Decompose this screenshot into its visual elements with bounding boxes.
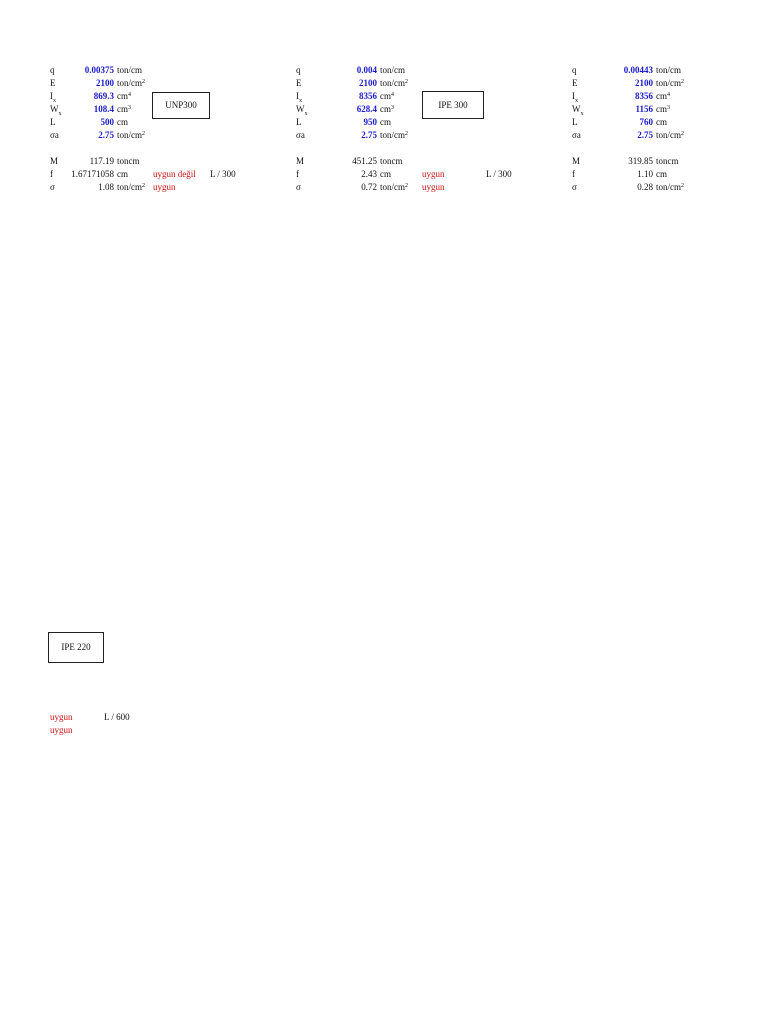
- value-q: 0.00375: [84, 65, 114, 75]
- row-M: [572, 155, 752, 168]
- value-I: 8356: [635, 91, 653, 101]
- value-sigma-a: 2.75: [98, 130, 114, 140]
- row-E: [296, 77, 526, 90]
- symbol: M: [50, 156, 59, 166]
- unit: ton/$cm^2$: [656, 78, 684, 88]
- unit: ton/$cm^2$: [656, 130, 684, 140]
- value-f: 1.67171058: [71, 169, 114, 179]
- symbol: σa: [50, 130, 59, 140]
- unit: ton/$cm^2$: [117, 130, 145, 140]
- row-q: [296, 64, 526, 77]
- section-label-box-lower: IPE 220: [48, 632, 104, 663]
- unit: $cm^4$: [380, 91, 394, 101]
- symbol: σa: [572, 130, 581, 140]
- unit: toncm: [380, 156, 403, 166]
- value-L: 950: [363, 117, 377, 127]
- value-f: 2.43: [361, 169, 377, 179]
- value-sigma-a: 2.75: [361, 130, 377, 140]
- value-W: 628.4: [356, 104, 377, 114]
- unit: cm: [380, 169, 391, 179]
- value-L: 760: [639, 117, 653, 127]
- row-W: [296, 103, 526, 116]
- unit: ton/$cm^2$: [117, 78, 145, 88]
- row-E: [572, 77, 752, 90]
- unit: cm: [117, 169, 128, 179]
- row-f: [296, 168, 526, 181]
- value-E: 2100: [96, 78, 114, 88]
- section-label-box: IPE 300: [422, 91, 484, 119]
- value-M: 451.25: [352, 156, 377, 166]
- value-sigma: 0.28: [637, 182, 653, 192]
- value-M: 319.85: [628, 156, 653, 166]
- row-q: [50, 64, 280, 77]
- value-f: 1.10: [637, 169, 653, 179]
- row-f: [572, 168, 752, 181]
- row-M: [50, 155, 280, 168]
- value-E: 2100: [635, 78, 653, 88]
- row-sigma-a: [572, 129, 752, 142]
- row-L: [296, 116, 526, 129]
- symbol: L: [296, 117, 302, 127]
- value-q: 0.00443: [623, 65, 653, 75]
- symbol: E: [50, 78, 56, 88]
- symbol: $W_x$: [296, 104, 308, 117]
- unit: ton/$cm^2$: [380, 182, 408, 192]
- status-deflection-lower: uygun: [50, 712, 73, 722]
- symbol: L: [572, 117, 578, 127]
- symbol: E: [296, 78, 302, 88]
- unit: ton/$cm^2$: [656, 182, 684, 192]
- symbol: q: [296, 65, 301, 75]
- row-q: [572, 64, 752, 77]
- unit: ton/$cm^2$: [380, 130, 408, 140]
- row-M: [296, 155, 526, 168]
- unit: $cm^3$: [656, 104, 670, 114]
- row-I: [572, 90, 752, 103]
- deflection-limit: L / 300: [486, 169, 512, 179]
- row-W: [572, 103, 752, 116]
- value-M: 117.19: [89, 156, 114, 166]
- row-sigma: [50, 181, 280, 194]
- deflection-limit: L / 300: [210, 169, 236, 179]
- status-stress: uygun: [153, 182, 176, 192]
- symbol: $W_x$: [572, 104, 584, 117]
- value-L: 500: [100, 117, 114, 127]
- status-deflection: uygun: [422, 169, 445, 179]
- unit: $cm^4$: [117, 91, 131, 101]
- value-q: 0.004: [356, 65, 377, 75]
- unit: ton/$cm^2$: [380, 78, 408, 88]
- symbol: M: [296, 156, 305, 166]
- symbol: $I_x$: [296, 91, 302, 104]
- unit: cm: [656, 169, 667, 179]
- row-sigma: [296, 181, 526, 194]
- symbol: q: [50, 65, 55, 75]
- symbol: $I_x$: [572, 91, 578, 104]
- unit: ton/cm: [656, 65, 681, 75]
- row-I: [296, 90, 526, 103]
- unit: ton/$cm^2$: [117, 182, 145, 192]
- value-sigma: 1.08: [98, 182, 114, 192]
- symbol: f: [296, 169, 299, 179]
- symbol: E: [572, 78, 578, 88]
- symbol: q: [572, 65, 577, 75]
- unit: toncm: [656, 156, 679, 166]
- symbol: σ: [50, 182, 55, 192]
- row-E: [50, 77, 280, 90]
- unit: $cm^3$: [380, 104, 394, 114]
- value-E: 2100: [359, 78, 377, 88]
- symbol: f: [572, 169, 575, 179]
- unit: toncm: [117, 156, 140, 166]
- unit: $cm^3$: [117, 104, 131, 114]
- unit: cm: [656, 117, 667, 127]
- section-label-box: UNP300: [152, 92, 210, 119]
- status-deflection: uygun değil: [153, 169, 196, 179]
- symbol: σ: [572, 182, 577, 192]
- value-I: 869.3: [93, 91, 114, 101]
- status-stress: uygun: [422, 182, 445, 192]
- deflection-limit-lower: L / 600: [104, 712, 130, 722]
- symbol: $I_x$: [50, 91, 56, 104]
- row-sigma-a: [50, 129, 280, 142]
- unit: cm: [380, 117, 391, 127]
- symbol: σa: [296, 130, 305, 140]
- value-sigma: 0.72: [361, 182, 377, 192]
- row-f: [50, 168, 280, 181]
- status-stress-lower: uygun: [50, 725, 73, 735]
- unit: ton/cm: [117, 65, 142, 75]
- row-sigma: [572, 181, 752, 194]
- symbol: $W_x$: [50, 104, 62, 117]
- symbol: σ: [296, 182, 301, 192]
- value-sigma-a: 2.75: [637, 130, 653, 140]
- row-L: [572, 116, 752, 129]
- symbol: L: [50, 117, 56, 127]
- unit: ton/cm: [380, 65, 405, 75]
- symbol: f: [50, 169, 53, 179]
- value-W: 108.4: [93, 104, 114, 114]
- value-W: 1156: [635, 104, 653, 114]
- row-sigma-a: [296, 129, 526, 142]
- unit: $cm^4$: [656, 91, 670, 101]
- symbol: M: [572, 156, 581, 166]
- value-I: 8356: [359, 91, 377, 101]
- unit: cm: [117, 117, 128, 127]
